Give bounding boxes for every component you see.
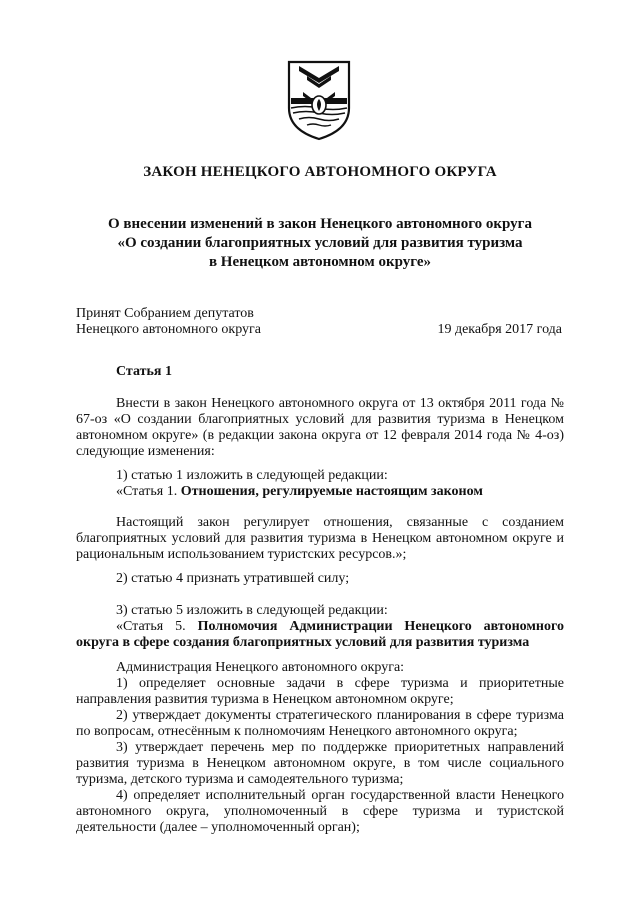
document-title: ЗАКОН НЕНЕЦКОГО АВТОНОМНОГО ОКРУГА (143, 164, 497, 180)
article-prefix: «Статья 1. (116, 484, 181, 499)
article-prefix: «Статья 5. (116, 619, 198, 634)
subitem: 2) утверждает документы стратегического планирования в сфере туризма по вопросам, отнесённым к полномочиям Ненецкого автономного округа; (76, 708, 564, 739)
subtitle-line: «О создании благоприятных условий для развития туризма (117, 235, 523, 251)
adoption-date: 19 декабря 2017 года (437, 322, 562, 337)
item-1-article-heading (76, 484, 564, 500)
intro-text: Внести в закон Ненецкого автономного округа от 13 октября 2011 года № 67-оз «О создании благоприятных условий для развития туризма в Ненецком автономном округе» (в редакции закона округа от 12 февраля 2014 года № 4-оз) следующие изменения: (76, 396, 564, 459)
article-title: Полномочия Администрации Ненецкого автономного округа в сфере создания благоприятных условий для развития туризма (76, 619, 564, 650)
item-3-lead: Администрация Ненецкого автономного округа: (116, 660, 405, 675)
subtitle-line: О внесении изменений в закон Ненецкого автономного округа (107, 216, 532, 232)
item-3 (76, 603, 564, 651)
item-3-body (76, 660, 564, 836)
item-3-line: 3) статью 5 изложить в следующей редакции: (116, 603, 388, 618)
subitem: 1) определяет основные задачи в сфере туризма и приоритетные направления развития туризма в Ненецком автономном округе; (76, 676, 564, 707)
item-2-text: 2) статью 4 признать утратившей силу; (116, 571, 350, 586)
adopted-by-line: Ненецкого автономного округа (76, 322, 261, 337)
item-1-text: Настоящий закон регулирует отношения, связанные с созданием благоприятных условий для развития туризма в Ненецком автономном округе и рациональным использованием туристских ресурсов.»; (76, 515, 564, 562)
intro-paragraph (76, 396, 564, 460)
item-1-line: 1) статью 1 изложить в следующей редакции: (116, 468, 388, 483)
subitem: 4) определяет исполнительный орган государственной власти Ненецкого автономного округа, уполномоченный в сфере туризма и туристской деятельности (далее – уполномоченный орган); (76, 788, 564, 835)
item-3-article-heading (76, 619, 564, 651)
subitem: 3) утверждает перечень мер по поддержке приоритетных направлений развития туризма в Ненецком автономном округе, в том числе социального туризма, детского туризма и самодеятельного туризма; (76, 740, 564, 787)
subtitle-line: в Ненецком автономном округе» (208, 254, 432, 270)
nenets-coat-of-arms-icon (285, 58, 353, 142)
adopted-by-line: Принят Собранием депутатов (76, 306, 254, 321)
document-subtitle (60, 215, 580, 272)
adoption-info (76, 306, 376, 338)
item-1 (76, 468, 564, 500)
item-2 (76, 571, 564, 587)
article-title: Отношения, регулируемые настоящим законом (180, 484, 483, 499)
article-heading: Статья 1 (116, 364, 172, 379)
item-1-text-block (76, 515, 564, 563)
